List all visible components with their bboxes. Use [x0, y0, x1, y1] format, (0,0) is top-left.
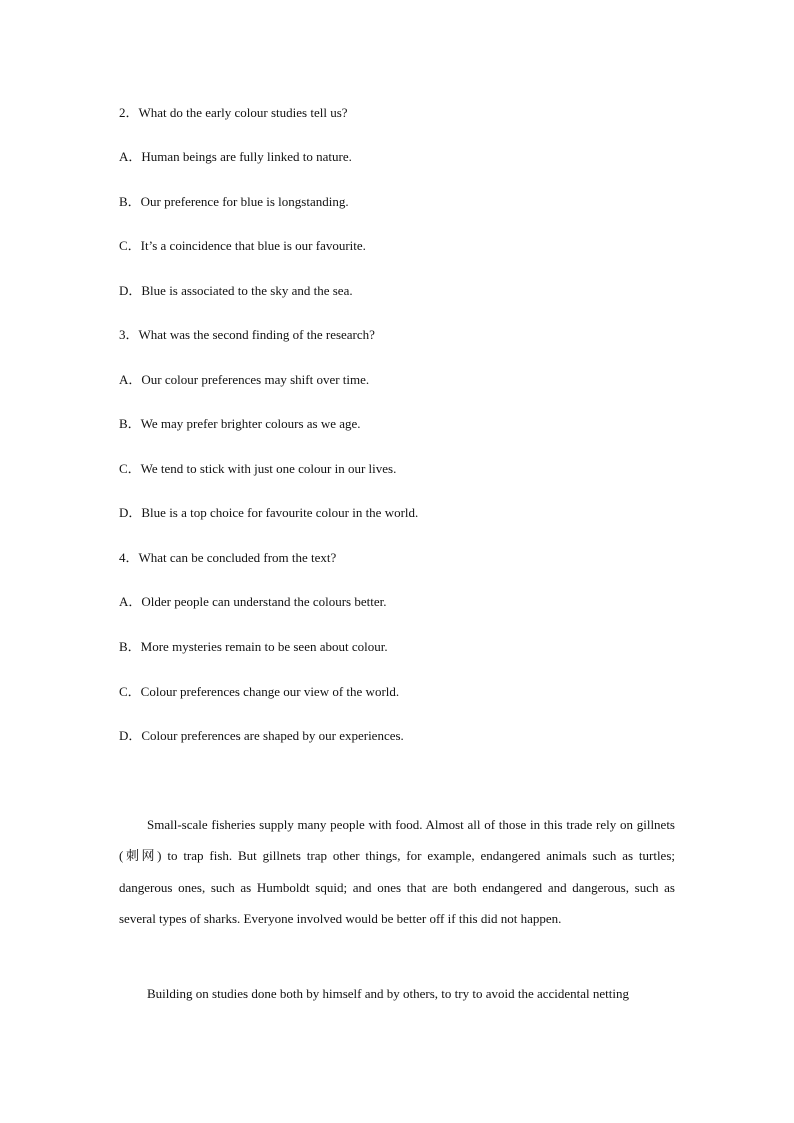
question-4-option-a: A．Older people can understand the colours better. [119, 594, 387, 609]
question-2-option-d: D．Blue is associated to the sky and the sea. [119, 283, 353, 298]
question-3-option-a: A．Our colour preferences may shift over time. [119, 372, 370, 387]
question-3-option-d: D．Blue is a top choice for favourite colour in the world. [119, 505, 419, 520]
question-4-option-b: B．More mysteries remain to be seen about colour. [119, 639, 388, 654]
question-2-stem: 2．What do the early colour studies tell us? [119, 105, 348, 120]
question-4-option-c: C．Colour preferences change our view of the world. [119, 684, 400, 699]
question-2-option-a: A．Human beings are fully linked to nature. [119, 149, 352, 164]
question-4-option-d: D．Colour preferences are shaped by our experiences. [119, 728, 404, 743]
question-2-option-c: C．It’s a coincidence that blue is our favourite. [119, 238, 366, 253]
question-3-option-b: B．We may prefer brighter colours as we age. [119, 416, 361, 431]
passage-paragraph-2: Building on studies done both by himself and by others, to try to avoid the accidental netting [147, 986, 630, 1001]
question-3-stem: 3．What was the second finding of the research? [119, 327, 375, 342]
question-3-option-c: C．We tend to stick with just one colour in our lives. [119, 461, 397, 476]
question-2-option-b: B．Our preference for blue is longstanding. [119, 194, 349, 209]
passage-paragraph-1: Small-scale fisheries supply many people with food. Almost all of those in this trade rely on gillnets (刺网) to trap fish. But gillnets trap other things, for example, endangered animals such as turtles; dangerous ones, such as Humboldt squid; and ones that are both endangered and dangerous, such as several types of sharks. Everyone involved would be better off if this did not happen. [119, 817, 675, 926]
question-4-stem: 4．What can be concluded from the text? [119, 550, 337, 565]
